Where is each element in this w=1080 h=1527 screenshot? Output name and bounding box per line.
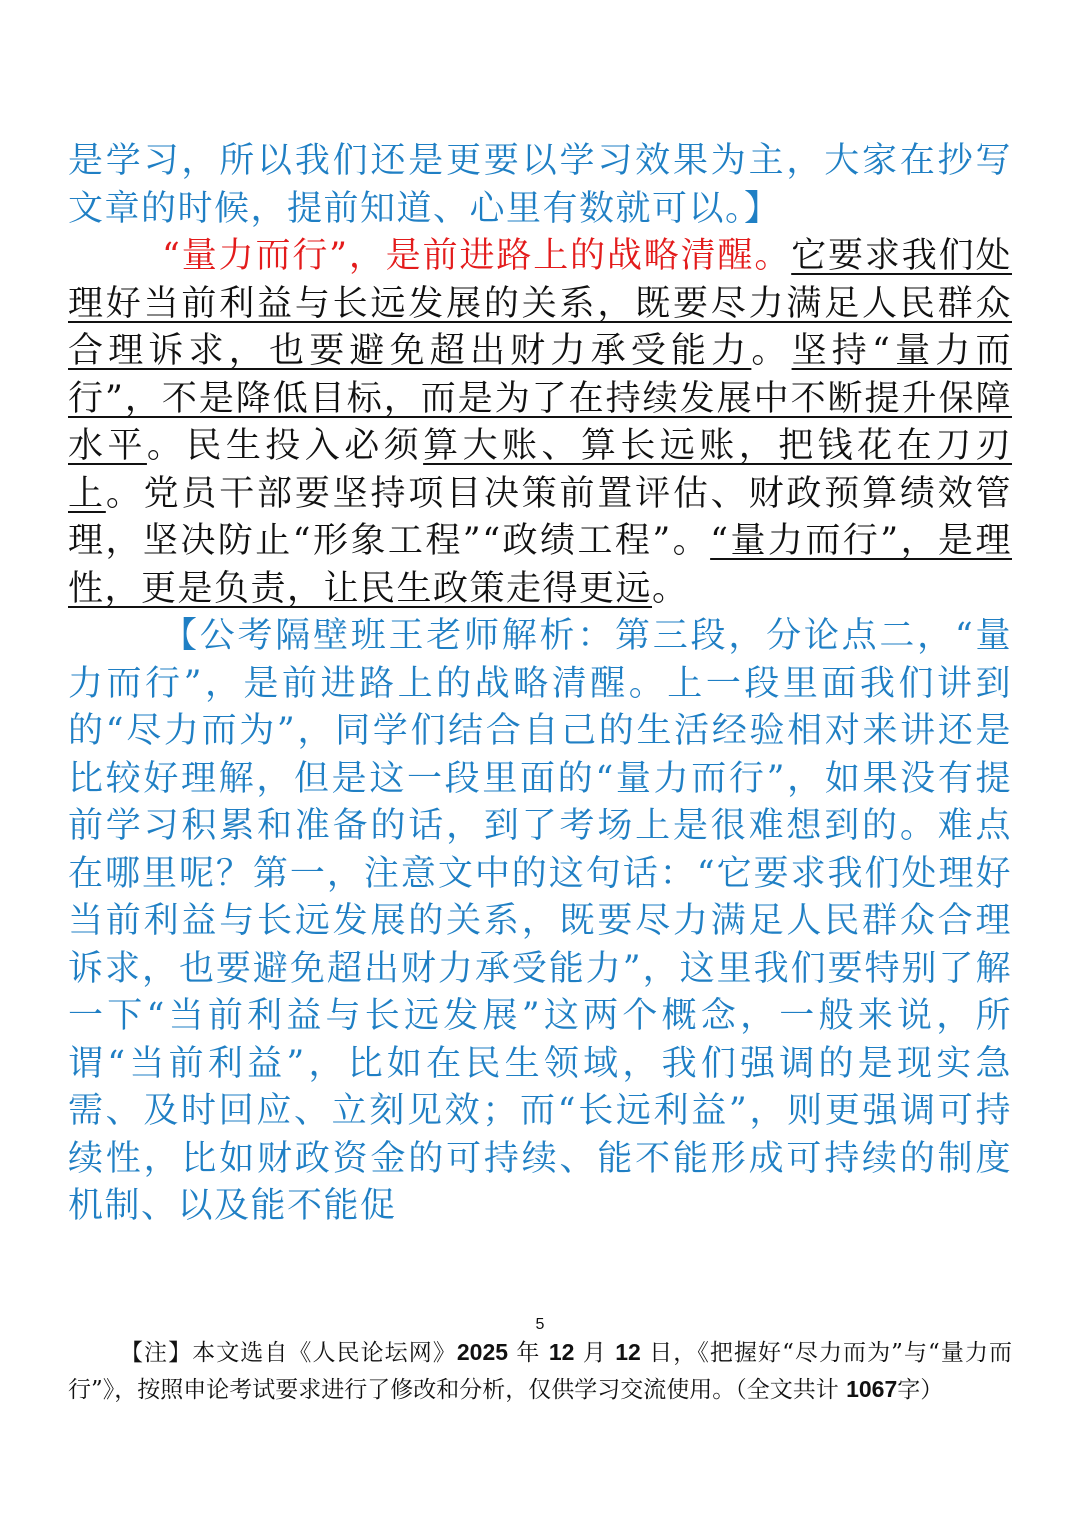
sentence-1-end: 。: [751, 331, 792, 371]
sentence-4-end: 。: [652, 568, 689, 609]
analysis-paragraph: 【公考隔壁班王老师解析：第三段，分论点二，“量力而行”，是前进路上的战略清醒。上一段里面我们讲到的“尽力而为”，同学们结合自己的生活经验相对来讲还是比较好理解，但是这一段里面的“量力而行”，如果没有提前学习积累和准备的话，到了考场上是很难想到的。难点在哪里呢？第一，注意文中的这句话：“它要求我们处理好当前利益与长远发展的关系，既要尽力满足人民群众合理诉求，也要避免超出财力承受能力”，这里我们要特别了解一下“当前利益与长远发展”这两个概念，一般来说，所谓“当前利益”，比如在民生领域，我们强调的是现实急需、及时回应、立刻见效；而“长远利益”，则更强调可持续性，比如财政资金的可持续、能不能形成可持续的制度机制、以及能不能促: [68, 616, 1012, 1226]
note-day: 12: [615, 1339, 641, 1365]
page-number: 5: [535, 1316, 545, 1333]
note-part-2: 年: [508, 1340, 549, 1366]
note-part-3: 月: [574, 1340, 616, 1366]
thesis-sentence: “量力而行”，是前进路上的战略清醒。: [162, 236, 792, 276]
main-paragraph: [68, 233, 1012, 613]
note-month: 12: [548, 1339, 575, 1365]
underlined-sentence-2: 坚持“量力而行”，不是降低目标，而是为了在持续发展中不断提升保障水平: [68, 331, 1012, 466]
note-part-1: 【注】本文选自《人民论坛网》: [120, 1340, 457, 1366]
note-part-4: 日，《把握好“尽力而为”与“量力而行”》，按照申论考试要求进行了修改和分析，仅供学习交流使用。（全文共计: [68, 1340, 1013, 1403]
note-part-5: 字）: [897, 1377, 944, 1403]
sentence-2-end: 。民生投入必须: [146, 426, 424, 466]
source-note: [68, 1334, 1012, 1408]
analysis-continuation: 是学习，所以我们还是更要以学习效果为主，大家在抄写文章的时候，提前知道、心里有数就可以。】: [68, 141, 1012, 229]
document-body: [68, 138, 1012, 1231]
underlined-sentence-3: 算大账、算长远账，把钱花在刀刃上: [68, 426, 1012, 514]
note-word-count: 1067: [846, 1376, 898, 1402]
sentence-3-end: 。党员干部要坚持项目决策前置评估、财政预算绩效管理，坚决防止“形象工程”“政绩工程”。: [68, 473, 1012, 561]
underlined-sentence-4: “量力而行”，是理性，更是负责，让民生政策走得更远: [68, 521, 1012, 609]
note-year: 2025: [456, 1339, 509, 1365]
underlined-sentence-1: 它要求我们处理好当前利益与长远发展的关系，既要尽力满足人民群众合理诉求，也要避免超出财力承受能力: [68, 236, 1012, 371]
